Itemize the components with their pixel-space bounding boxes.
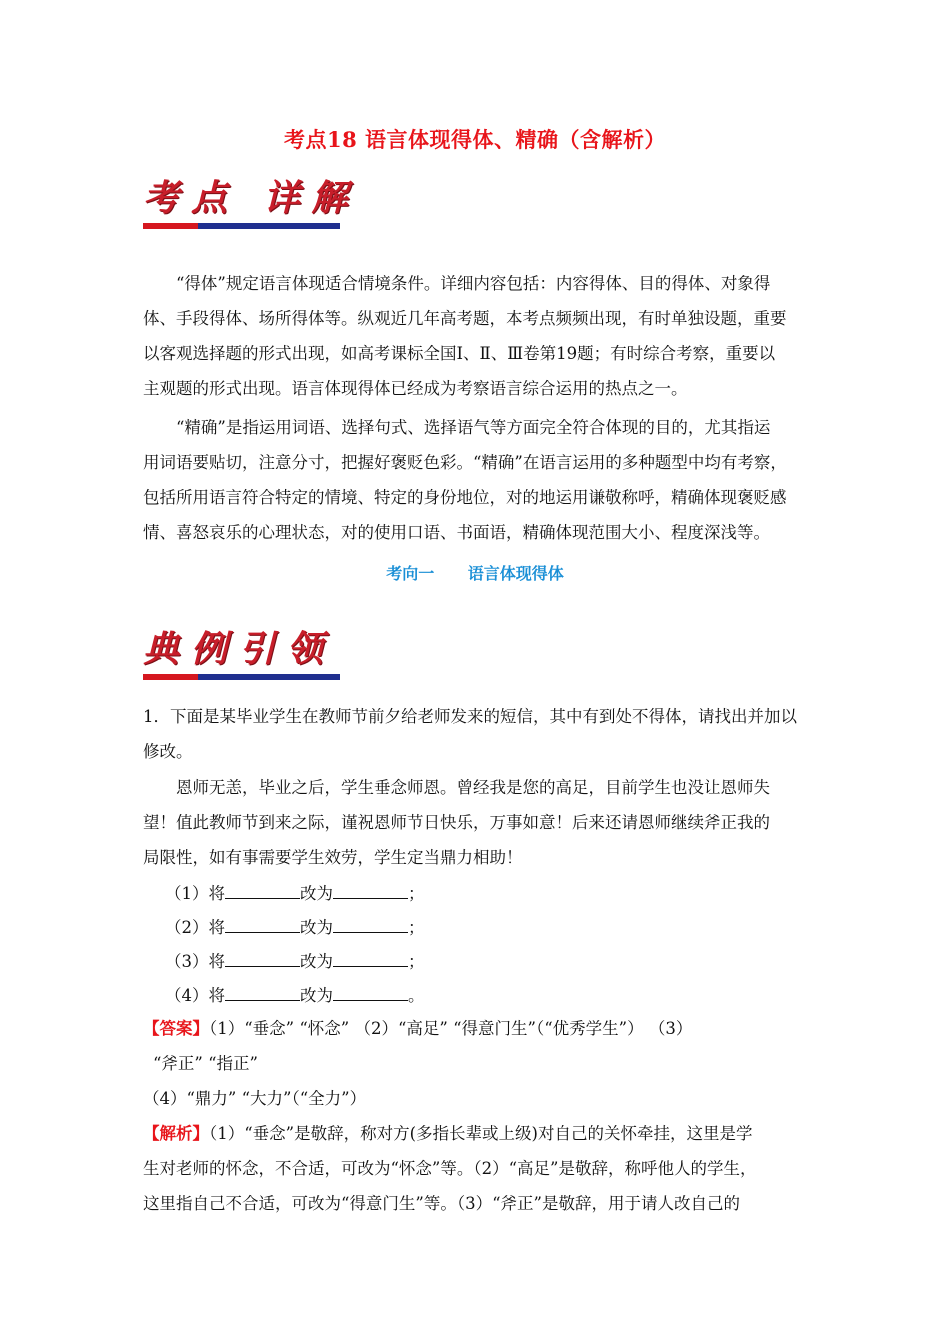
question-items — [143, 877, 811, 1013]
analysis-text: 这里指自己不合适，可改为“得意门生”等。（3）“斧正”是敬辞，用于请人改自己的 — [143, 1194, 740, 1213]
item-end: ； — [408, 952, 425, 971]
section-banner-detail — [143, 176, 360, 229]
text-line: 包括所用语言符合特定的情境、特定的身份地位，对的地运用谦敬称呼，精确体现褒贬感 — [143, 488, 787, 507]
answer-blank[interactable] — [333, 914, 408, 933]
page-title: 考点18 语言体现得体、精确（含解析） — [283, 127, 667, 152]
answer-blank[interactable] — [333, 982, 408, 1001]
item-number: （3）将 — [165, 952, 225, 971]
question-stem — [143, 699, 811, 769]
item-mid: 改为 — [300, 918, 333, 937]
answer-tag: 【答案】 — [143, 1019, 209, 1038]
text-line: 主观题的形式出现。语言体现得体已经成为考察语言综合运用的热点之一。 — [143, 379, 688, 398]
answer-text: （1）“垂念” “怀念” （2）“高足” “得意门生”（“优秀学生”） （3） — [209, 1019, 693, 1038]
answer-blank[interactable] — [225, 880, 300, 899]
item-mid: 改为 — [300, 884, 333, 903]
analysis-block — [143, 1116, 811, 1221]
text-line: 情、喜怒哀乐的心理状态，对的使用口语、书面语，精确体现范围大小、程度深浅等。 — [143, 523, 770, 542]
analysis-tag: 【解析】 — [143, 1124, 209, 1143]
text-line: “得体”规定语言体现适合情境条件。详细内容包括：内容得体、目的得体、对象得 — [176, 274, 771, 293]
analysis-text: （1）“垂念”是敬辞，称对方(多指长辈或上级)对自己的关怀牵挂，这里是学 — [209, 1124, 753, 1143]
question-item — [143, 979, 811, 1013]
item-end: ； — [408, 884, 425, 903]
text-line: 恩师无恙，毕业之后，学生垂念师恩。曾经我是您的高足，目前学生也没让恩师失 — [176, 778, 770, 797]
answer-text: “斧正” “指正” — [153, 1054, 258, 1073]
answer-line — [143, 1011, 811, 1046]
answer-block — [143, 1011, 811, 1116]
answer-blank[interactable] — [225, 948, 300, 967]
banner-underline — [143, 674, 340, 680]
banner-underline — [143, 223, 340, 229]
question-message — [143, 770, 811, 875]
item-end: ； — [408, 918, 425, 937]
analysis-line — [143, 1116, 811, 1151]
direction-text: 语言体现得体 — [467, 564, 564, 583]
item-number: （2）将 — [165, 918, 225, 937]
banner-text: 考点 详解 — [143, 177, 360, 219]
banner-text: 典例引领 — [143, 628, 336, 670]
text-line: “精确”是指运用词语、选择句式、选择语气等方面完全符合体现的目的，尤其指运 — [176, 418, 771, 437]
intro-paragraph-1 — [143, 266, 811, 406]
answer-text: （4）“鼎力” “大力”（“全力”） — [143, 1089, 367, 1108]
analysis-text: 生对老师的怀念，不合适，可改为“怀念”等。（2）“高足”是敬辞，称呼他人的学生， — [143, 1159, 757, 1178]
item-number: （4）将 — [165, 986, 225, 1005]
text-line: 局限性，如有事需要学生效劳，学生定当鼎力相助！ — [143, 848, 523, 867]
text-line: 体、手段得体、场所得体等。纵观近几年高考题，本考点频频出现，有时单独设题，重要 — [143, 309, 787, 328]
direction-label: 考向一 — [386, 564, 435, 583]
text-line: 用词语要贴切，注意分寸，把握好褒贬色彩。“精确”在语言运用的多种题型中均有考察， — [143, 453, 787, 472]
question-item — [143, 877, 811, 911]
direction-heading — [0, 561, 950, 584]
intro-paragraph-2 — [143, 410, 811, 550]
answer-blank[interactable] — [225, 982, 300, 1001]
answer-blank[interactable] — [333, 880, 408, 899]
section-banner-example — [143, 627, 340, 680]
question-item — [143, 945, 811, 979]
item-mid: 改为 — [300, 986, 333, 1005]
answer-blank[interactable] — [333, 948, 408, 967]
answer-blank[interactable] — [225, 914, 300, 933]
text-line: 以客观选择题的形式出现，如高考课标全国Ⅰ、Ⅱ、Ⅲ卷第19题；有时综合考察，重要以 — [143, 344, 776, 363]
text-line: 望！值此教师节到来之际，谨祝恩师节日快乐，万事如意！后来还请恩师继续斧正我的 — [143, 813, 770, 832]
item-mid: 改为 — [300, 952, 333, 971]
text-line: 修改。 — [143, 742, 193, 761]
item-end: 。 — [408, 986, 425, 1005]
text-line: 1．下面是某毕业学生在教师节前夕给老师发来的短信，其中有到处不得体，请找出并加以 — [143, 707, 797, 726]
item-number: （1）将 — [165, 884, 225, 903]
question-item — [143, 911, 811, 945]
